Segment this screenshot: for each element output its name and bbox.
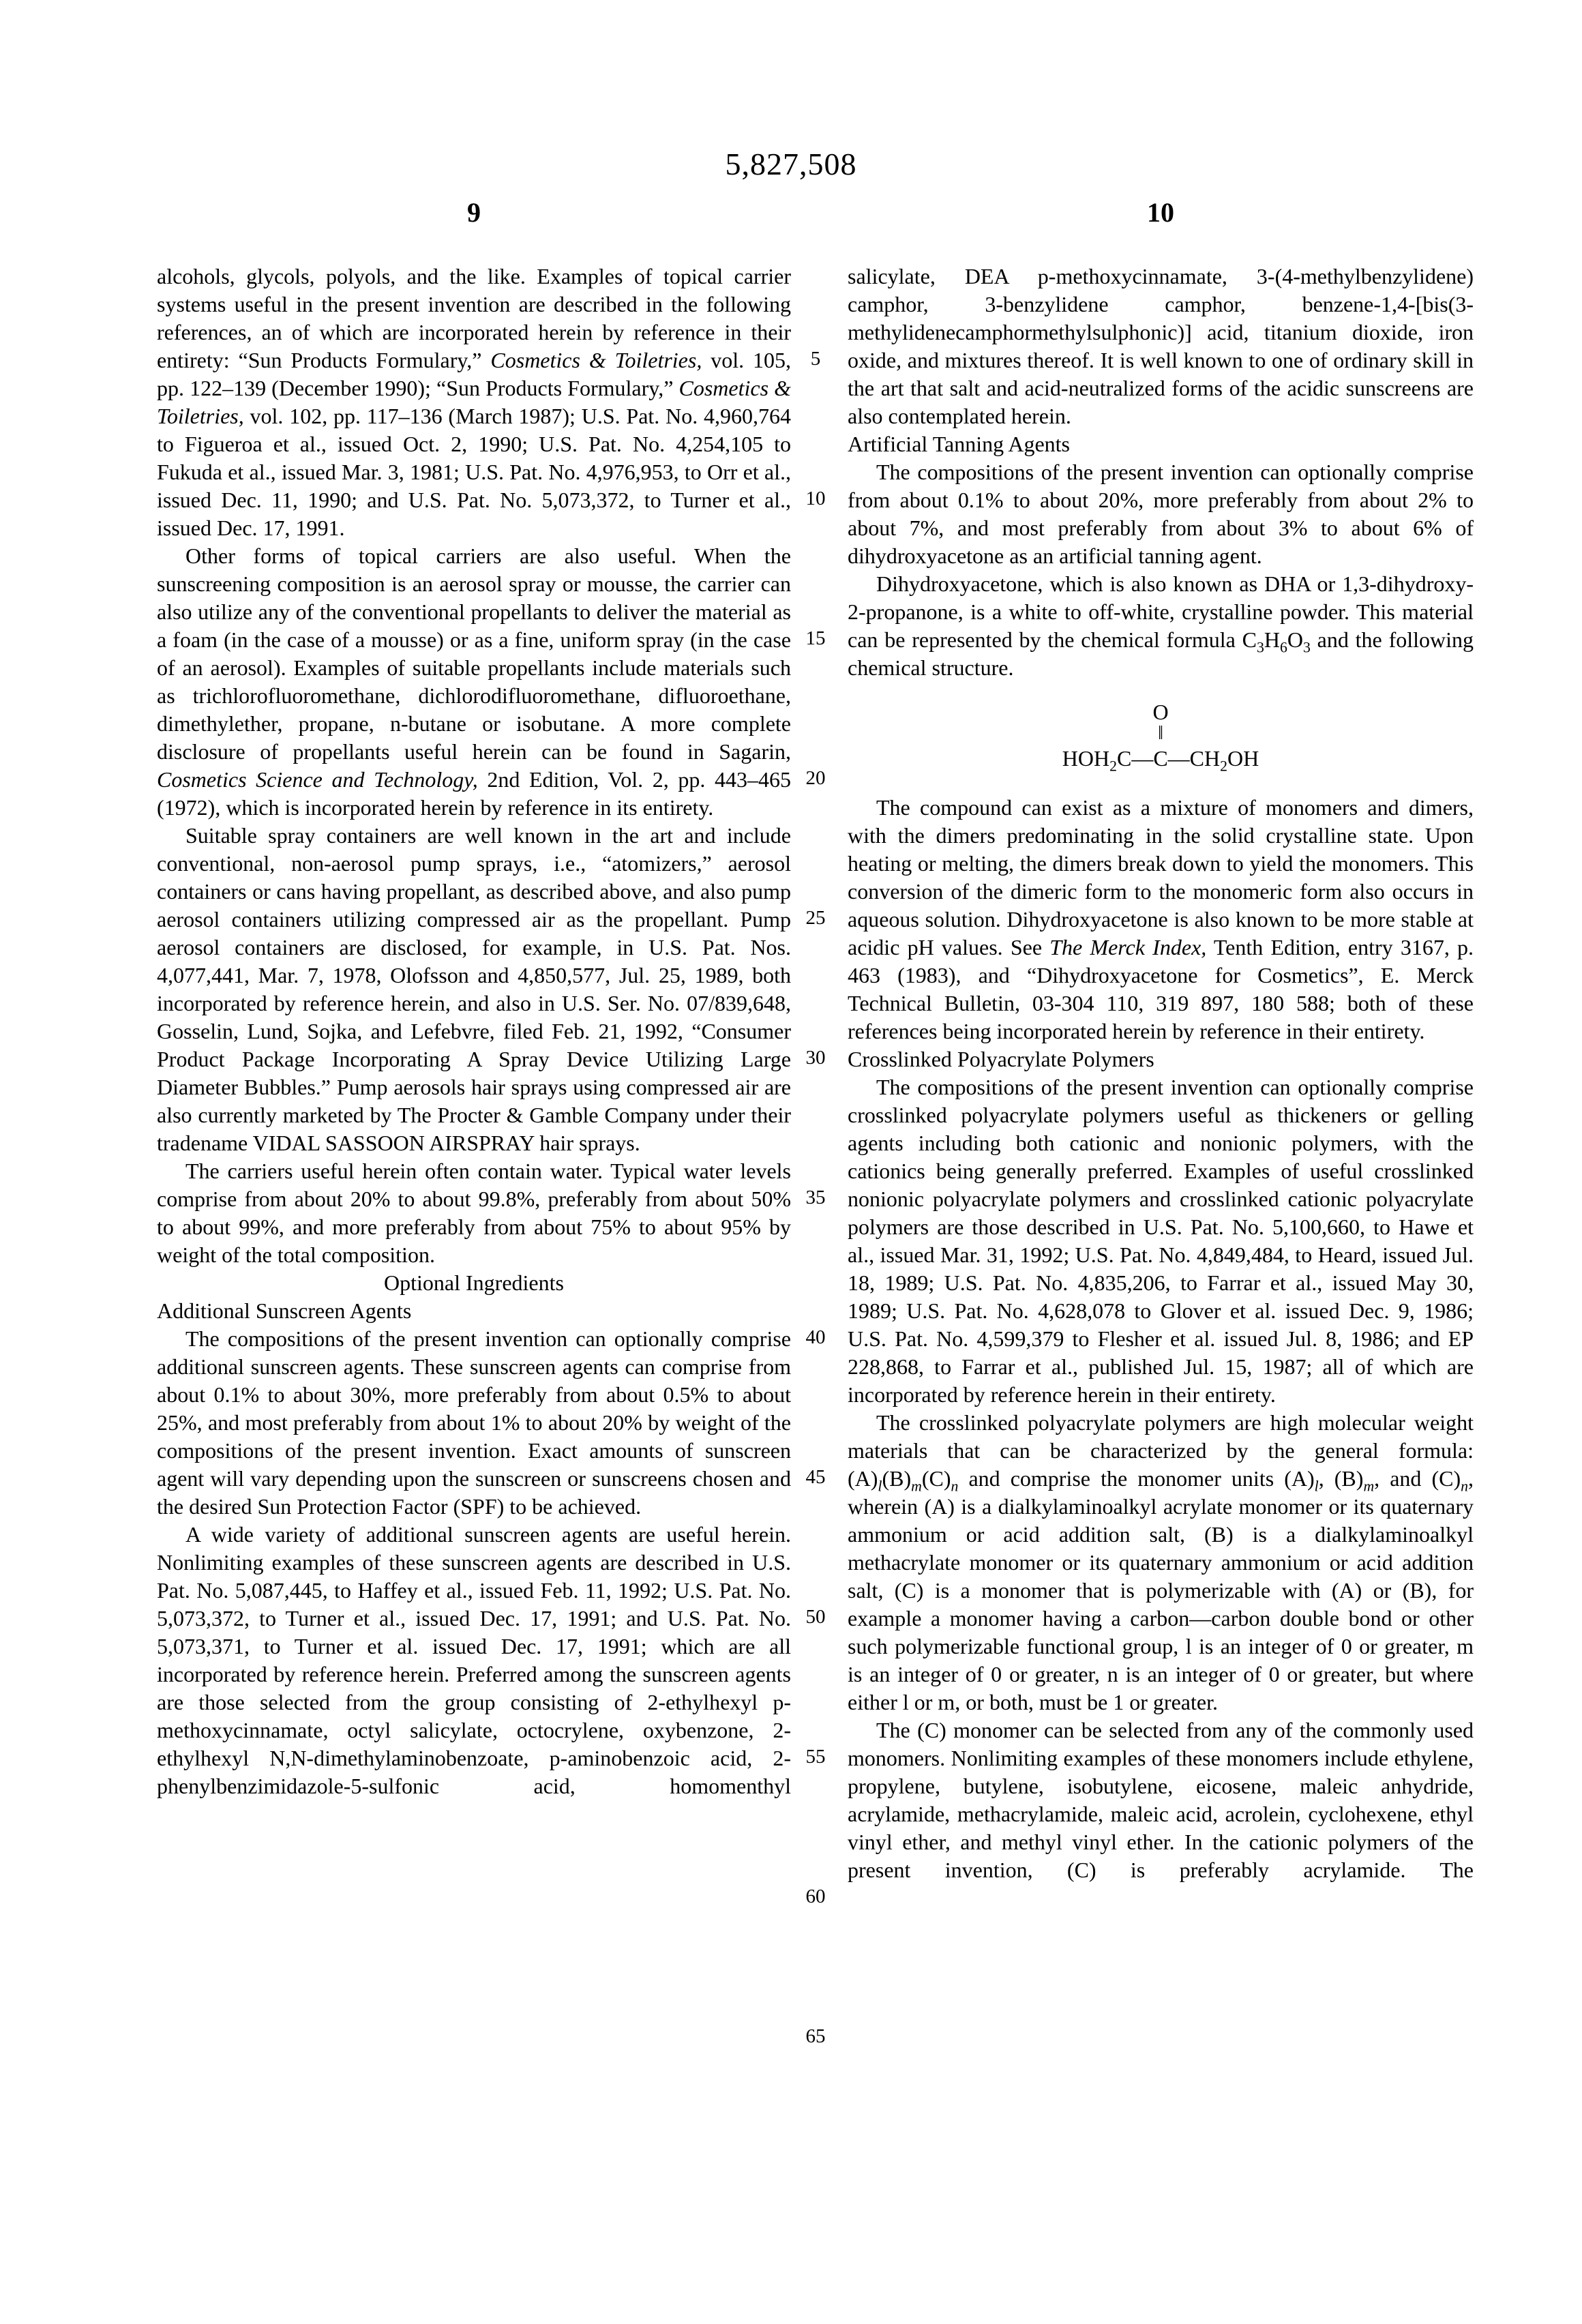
column-number-left: 9 <box>467 197 481 228</box>
line-number-25: 25 <box>805 907 826 929</box>
line-number-30: 30 <box>805 1047 826 1069</box>
line-number-60: 60 <box>805 1886 826 1907</box>
paragraph-spray-containers: Suitable spray containers are well known in the art and include conventional, non-aerosol pump sprays, i.e., “atomizers,” aerosol containers or cans having propellant, as described above, and also pump aerosol containers utilizing compressed air as the propellant. Pump aerosol containers are disclosed, for example, in U.S. Pat. Nos. 4,077,441, Mar. 7, 1978, Olofsson and 4,850,577, Jul. 25, 1989, both incorporated by reference herein, and also in U.S. Ser. No. 07/839,648, Gosselin, Lund, Sojka, and Lefebvre, filed Feb. 21, 1992, “Consumer Product Package Incorporating A Spray Device Utilizing Large Diameter Bubbles.” Pump aerosols hair sprays using compressed air are also currently marketed by The Procter & Gamble Company under their tradename VIDAL SASSOON AIRSPRAY hair sprays. <box>157 823 791 1155</box>
line-number-20: 20 <box>805 767 826 789</box>
paragraph-dha-percentages: The compositions of the present invention can optionally comprise from about 0.1% to about 20%, more preferably from about 2% to about 7%, and most preferably from about 3% to about 6% of dihydroxyacetone as an artificial tanning agent. <box>848 460 1474 568</box>
paragraph-water-levels: The carriers useful herein often contain water. Typical water levels comprise from about 20% to about 99.8%, preferably from about 50% to about 99%, and more preferably from about 75% to about 95% by weight of the total composition. <box>157 1159 791 1267</box>
paragraph-sunscreen-percentages: The compositions of the present invention can optionally comprise additional sunscreen agents. These sunscreen agents can comprise from about 0.1% to about 30%, more preferably from about 0.5% to about 25%, and most preferably from about 1% to about 20% by weight of the compositions of the present invention. Exact amounts of sunscreen agent will vary depending upon the sunscreen or sunscreens chosen and the desired Sun Protection Factor (SPF) to be achieved. <box>157 1326 791 1519</box>
chem-double-bond: ‖ <box>1158 723 1163 744</box>
line-number-55: 55 <box>805 1746 826 1768</box>
paragraph-monomers-dimers: The compound can exist as a mixture of monomers and dimers, with the dimers predominating in the solid crystalline state. Upon heating or melting, the dimers break down to yield the monomers. This conversion of the dimeric form to the monomeric form also occurs in aqueous solution. Dihydroxyacetone is also known to be more stable at acidic pH values. See The Merck Index, Tenth Edition, entry 3167, p. 463 (1983), and “Dihydroxyacetone for Cosmetics”, E. Merck Technical Bulletin, 03-304 110, 319 897, 180 588; both of these references being incorporated herein by reference in their entirety. <box>848 795 1474 1043</box>
heading-additional-sunscreen-agents: Additional Sunscreen Agents <box>157 1298 412 1323</box>
chem-oxygen-atom: O <box>1152 700 1169 724</box>
paragraph-sunscreen-examples: A wide variety of additional sunscreen agents are useful herein. Nonlimiting examples of these sunscreen agents are described in U.S. Pat. No. 5,087,445, to Haffey et al., issued Feb. 11, 1992; U.S. Pat. No. 5,073,372, to Turner et al., issued Dec. 17, 1991; and U.S. Pat. No. 5,073,371, to Turner et al. issued Dec. 17, 1991; which are all incorporated by reference herein. Preferred among the sunscreen agents are those selected from the group consisting of 2-ethylhexyl p-methoxycinnamate, octyl salicylate, octocrylene, oxybenzone, 2-ethylhexyl N,N-dimethylaminobenzoate, p-aminobenzoic acid, 2-phenylbenzimidazole-5-sulfonic acid, homomenthyl <box>157 1522 791 1798</box>
line-number-35: 35 <box>805 1187 826 1208</box>
paragraph-c-monomer: The (C) monomer can be selected from any of the commonly used monomers. Nonlimiting examples of these monomers include ethylene, propylene, butylene, isobutylene, eicosene, maleic anhydride, acrylamide, methacrylamide, maleic acid, acrolein, cyclohexene, ethyl vinyl ether, and methyl vinyl ether. In the cationic polymers of the present invention, (C) is preferably acrylamide. The <box>848 1718 1474 1882</box>
line-number-5: 5 <box>810 348 821 370</box>
patent-number: 5,827,508 <box>725 147 857 181</box>
paragraph-dha-description: Dihydroxyacetone, which is also known as DHA or 1,3-dihydroxy-2-propanone, is a white to off-white, crystalline powder. This material can be represented by the chemical formula $C_3H_6O_3$ and the following chemical structure. <box>848 571 1474 680</box>
line-number-45: 45 <box>805 1466 826 1488</box>
chem-formula: $HOH_2C—C—CH_2OH$ <box>1062 746 1259 775</box>
heading-crosslinked-polyacrylate-polymers: Crosslinked Polyacrylate Polymers <box>848 1047 1154 1071</box>
paragraph-general-formula: The crosslinked polyacrylate polymers are high molecular weight materials that can be characterized by the general formula: $(A)_l(B)_m(C)_n$ and comprise the monomer units $(A)_l$, $(B)_m$, and $(C)_n$, wherein (A) is a dialkylaminoalkyl acrylate monomer or its quaternary ammonium or acid addition salt, (B) is a dialkylaminoalkyl methacrylate monomer or its quaternary ammonium or acid addition salt, (C) is a monomer that is polymerizable with (A) or (B), for example a monomer having a carbon—carbon double bond or other such polymerizable functional group, l is an integer of 0 or greater, m is an integer of 0 or greater, n is an integer of 0 or greater, but where either l or m, or both, must be 1 or greater. <box>848 1410 1474 1714</box>
paragraph-carriers-references: alcohols, glycols, polyols, and the like. Examples of topical carrier systems useful in the present invention are described in the following references, an of which are incorporated herein by reference in their entirety: “Sun Products Formulary,” Cosmetics & Toiletries, vol. 105, pp. 122–139 (December 1990); “Sun Products Formulary,” Cosmetics & Toiletries, vol. 102, pp. 117–136 (March 1987); U.S. Pat. No. 4,960,764 to Figueroa et al., issued Oct. 2, 1990; U.S. Pat. No. 4,254,105 to Fukuda et al., issued Mar. 3, 1981; U.S. Pat. No. 4,976,953, to Orr et al., issued Dec. 11, 1990; and U.S. Pat. No. 5,073,372, to Turner et al., issued Dec. 17, 1991. <box>157 264 792 540</box>
line-number-50: 50 <box>805 1606 826 1628</box>
chemical-structure-dihydroxyacetone <box>848 700 1474 773</box>
line-number-10: 10 <box>805 488 826 509</box>
paragraph-other-topical-carriers: Other forms of topical carriers are also useful. When the sunscreening composition is an aerosol spray or mousse, the carrier can also utilize any of the conventional propellants to deliver the material as a foam (in the case of a mousse) or as a fine, uniform spray (in the case of an aerosol). Examples of suitable propellants include materials such as trichlorofluoromethane, dichlorodifluoromethane, difluoroethane, dimethylether, propane, n-butane or isobutane. A more complete disclosure of propellants useful herein can be found in Sagarin, Cosmetics Science and Technology, 2nd Edition, Vol. 2, pp. 443–465 (1972), which is incorporated herein by reference in its entirety. <box>157 543 792 820</box>
column-left <box>157 263 791 1800</box>
heading-optional-ingredients: Optional Ingredients <box>384 1270 564 1295</box>
heading-artificial-tanning-agents: Artificial Tanning Agents <box>848 432 1070 456</box>
line-number-40: 40 <box>805 1326 826 1348</box>
paragraph-sunscreen-list-continued: salicylate, DEA p-methoxycinnamate, 3-(4-methylbenzylidene) camphor, 3-benzylidene camphor, benzene-1,4-[bis(3-methylidenecamphormethylsulphonic)] acid, titanium dioxide, iron oxide, and mixtures thereof. It is well known to one of ordinary skill in the art that salt and acid-neutralized forms of the acidic sunscreens are also contemplated herein. <box>848 264 1474 428</box>
line-number-15: 15 <box>805 627 826 649</box>
line-number-65: 65 <box>805 2025 826 2047</box>
column-right <box>848 263 1474 1884</box>
paragraph-polyacrylate-references: The compositions of the present invention can optionally comprise crosslinked polyacrylate polymers useful as thickeners or gelling agents including both cationic and nonionic polymers, with the cationics being generally preferred. Examples of useful crosslinked nonionic polyacrylate polymers and crosslinked cationic polyacrylate polymers are those described in U.S. Pat. No. 5,100,660, to Hawe et al., issued Mar. 31, 1992; U.S. Pat. No. 4,849,484, to Heard, issued Jul. 18, 1989; U.S. Pat. No. 4,835,206, to Farrar et al., issued May 30, 1989; U.S. Pat. No. 4,628,078 to Glover et al. issued Dec. 9, 1986; U.S. Pat. No. 4,599,379 to Flesher et al. issued Jul. 8, 1986; and EP 228,868, to Farrar et al., published Jul. 15, 1987; all of which are incorporated by reference herein in their entirety. <box>848 1075 1474 1407</box>
column-number-right: 10 <box>1147 197 1174 228</box>
